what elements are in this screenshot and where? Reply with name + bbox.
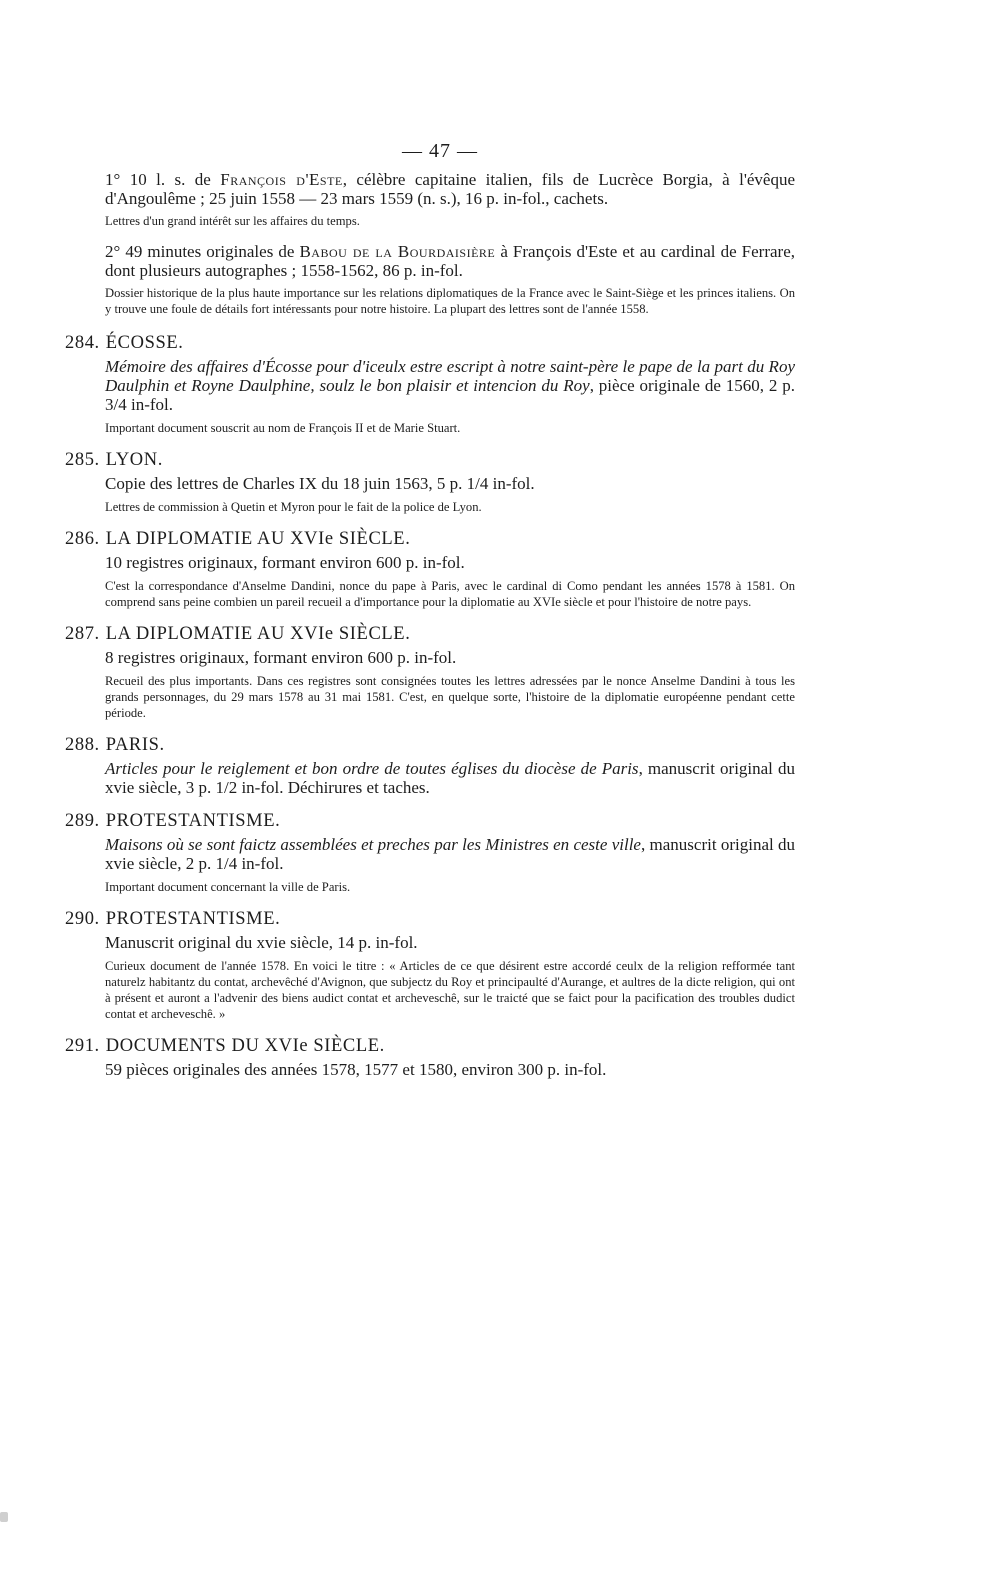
- sub-item-note: Dossier historique de la plus haute importance sur les relations diplomatiques de la France avec le Saint-Siège et les princes italiens. On y trouve une foule de détails fort intéressants pour notre histoire. La plupart des lettres sont de l'année 1558.: [105, 286, 795, 316]
- entry-title: PARIS.: [105, 735, 165, 755]
- entry-287: [65, 622, 795, 721]
- entry-note: Recueil des plus importants. Dans ces registres sont consignées toutes les lettres adressées par le nonce Anselme Dandini à tous les grands personnages, du 29 mars 1578 au 31 mai 1581. C'est, en quelque sorte, l'histoire de la diplomatie européenne pendant cette période.: [105, 674, 795, 720]
- entry-details: 8 registres originaux, formant environ 600 p. in-fol.: [105, 648, 457, 667]
- entry-details: , pièce originale de 1560, 2 p. 3/4 in-fol.: [105, 376, 796, 414]
- entry-284: [65, 331, 796, 436]
- entry-heading: [65, 527, 795, 551]
- entry-title: LYON.: [105, 450, 163, 470]
- sub-item-1: [105, 170, 795, 229]
- entry-description: [105, 933, 795, 952]
- sub-item-description: à François d'Este et au cardinal de Ferrare, dont plusieurs autographes ; 1558-1562, 86 p. in-fol.: [105, 242, 795, 280]
- entry-note: Important document souscrit au nom de François II et de Marie Stuart.: [105, 421, 461, 435]
- entry-description: [105, 835, 795, 873]
- entry-number: 284.: [65, 333, 100, 353]
- paper-mark: [0, 1512, 8, 1522]
- entry-title: DOCUMENTS DU XVIe SIÈCLE.: [105, 1036, 385, 1056]
- entry-details: , manuscrit original du xvie siècle, 3 p. 1/2 in-fol. Déchirures et taches.: [105, 759, 795, 797]
- entry-number: 286.: [65, 529, 100, 549]
- entry-note: Important document concernant la ville de Paris.: [105, 880, 351, 894]
- sub-item-note: Lettres d'un grand intérêt sur les affaires du temps.: [105, 214, 360, 228]
- entry-title-italic: Articles pour le reiglement et bon ordre de toutes églises du diocèse de Paris: [105, 759, 639, 778]
- entry-title: PROTESTANTISME.: [105, 909, 281, 929]
- page-number: — 47 —: [402, 140, 478, 162]
- entry-description: [105, 648, 795, 667]
- entry-289: [65, 809, 795, 895]
- sub-item-prefix: 2° 49 minutes originales de: [105, 242, 300, 261]
- entry-number: 289.: [65, 811, 100, 831]
- entry-heading: [65, 331, 795, 355]
- entry-description: [105, 759, 795, 797]
- entry-290: [65, 907, 795, 1022]
- sub-item-text: [105, 242, 795, 280]
- sub-item-text: [105, 170, 795, 208]
- entry-title: PROTESTANTISME.: [105, 811, 281, 831]
- sub-item-description: , célèbre capitaine italien, fils de Lucrèce Borgia, à l'évêque d'Angoulême ; 25 juin 1558 — 23 mars 1559 (n. s.), 16 p. in-fol., cachets.: [105, 170, 796, 208]
- entry-details: Manuscrit original du xvie siècle, 14 p. in-fol.: [105, 933, 418, 952]
- entry-291: [65, 1034, 795, 1079]
- entry-description: [105, 357, 795, 414]
- entry-heading: [65, 448, 795, 472]
- entry-note: Curieux document de l'année 1578. En voici le titre : « Articles de ce que désirent estre accordé ceulx de la religion refformée tant naturelz habitantz du contat, archevêché d'Avignon, que subjectz du Roy et principaulté d'Aurange, et aultres de la dicte religion, qui ont à présent et auront a l'advenir des biens audict contat et archeveschê, sur le traicté que se faict pour la pacification des troubles dudict contat et archeveschê. »: [105, 959, 795, 1021]
- entry-details: , manuscrit original du xvie siècle, 2 p. 1/4 in-fol.: [105, 835, 795, 873]
- entry-heading: [65, 907, 795, 931]
- entry-number: 288.: [65, 735, 100, 755]
- entry-title: LA DIPLOMATIE AU XVIe SIÈCLE.: [105, 529, 411, 549]
- person-name: Babou de la Bourdaisière: [299, 242, 496, 261]
- entry-title: ÉCOSSE.: [105, 333, 184, 353]
- entry-note: C'est la correspondance d'Anselme Dandini, nonce du pape à Paris, avec le cardinal di Como pendant les années 1578 à 1581. On comprend sans peine combien un pareil recueil a d'importance pour la diplomatie au XVIe siècle et pour l'histoire de notre pays.: [105, 579, 795, 609]
- sub-item-2: [105, 242, 795, 317]
- entry-heading: [65, 622, 795, 646]
- entry-heading: [65, 809, 795, 833]
- entry-details: 10 registres originaux, formant environ 600 p. in-fol.: [105, 553, 465, 572]
- entry-heading: [65, 733, 795, 757]
- entry-number: 291.: [65, 1036, 100, 1056]
- entry-description: [105, 553, 795, 572]
- entry-286: [65, 527, 795, 610]
- page-content: [65, 170, 796, 1079]
- entry-number: 290.: [65, 909, 100, 929]
- entry-heading: [65, 1034, 795, 1058]
- entry-title-italic: Maisons où se sont faictz assemblées et preches par les Ministres en ceste ville: [105, 835, 641, 854]
- entry-title: LA DIPLOMATIE AU XVIe SIÈCLE.: [105, 624, 411, 644]
- entry-description: [105, 1060, 795, 1079]
- entry-details: Copie des lettres de Charles IX du 18 juin 1563, 5 p. 1/4 in-fol.: [105, 474, 535, 493]
- entry-288: [65, 733, 795, 797]
- entry-note: Lettres de commission à Quetin et Myron pour le fait de la police de Lyon.: [105, 500, 482, 514]
- entry-285: [65, 448, 795, 515]
- person-name: François d'Este: [220, 170, 343, 189]
- entry-title-italic: Mémoire des affaires d'Écosse pour d'iceulx estre escript à notre saint-père le pape de la part du Roy Daulphin et Royne Daulphine, soulz le bon plaisir et intencion du Roy: [105, 357, 795, 395]
- entry-number: 285.: [65, 450, 100, 470]
- entry-details: 59 pièces originales des années 1578, 1577 et 1580, environ 300 p. in-fol.: [105, 1060, 607, 1079]
- entry-number: 287.: [65, 624, 100, 644]
- entry-description: [105, 474, 795, 493]
- sub-item-prefix: 1° 10 l. s. de: [105, 170, 221, 189]
